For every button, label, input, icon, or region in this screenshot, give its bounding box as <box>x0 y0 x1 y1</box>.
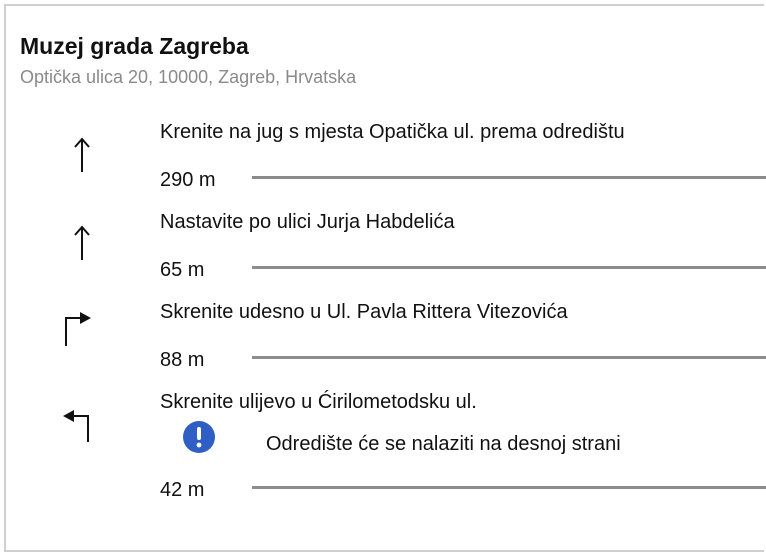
arrow-up-icon <box>62 134 102 174</box>
step-distance: 42 m <box>160 479 205 501</box>
turn-right-icon <box>58 308 98 348</box>
arrival-notice: Odredište će se nalaziti na desnoj strani <box>266 433 621 455</box>
info-exclamation-icon <box>182 420 216 454</box>
step-distance: 88 m <box>160 349 205 371</box>
step-instruction: Skrenite udesno u Ul. Pavla Rittera Vitezovića <box>160 301 568 323</box>
step-divider <box>252 176 766 179</box>
step-instruction: Krenite na jug s mjesta Opatička ul. prema odredištu <box>160 121 625 143</box>
step-divider <box>252 486 766 489</box>
step-distance: 290 m <box>160 169 216 191</box>
turn-left-icon <box>60 404 100 444</box>
directions-panel <box>4 4 764 552</box>
step-distance: 65 m <box>160 259 205 281</box>
step-divider <box>252 356 766 359</box>
destination-title: Muzej grada Zagreba <box>20 33 249 59</box>
destination-address: Optička ulica 20, 10000, Zagreb, Hrvatska <box>20 67 357 87</box>
step-divider <box>252 266 766 269</box>
step-instruction: Nastavite po ulici Jurja Habdelića <box>160 211 455 233</box>
arrow-up-icon <box>62 222 102 262</box>
step-instruction: Skrenite ulijevo u Ćirilometodsku ul. <box>160 391 477 413</box>
